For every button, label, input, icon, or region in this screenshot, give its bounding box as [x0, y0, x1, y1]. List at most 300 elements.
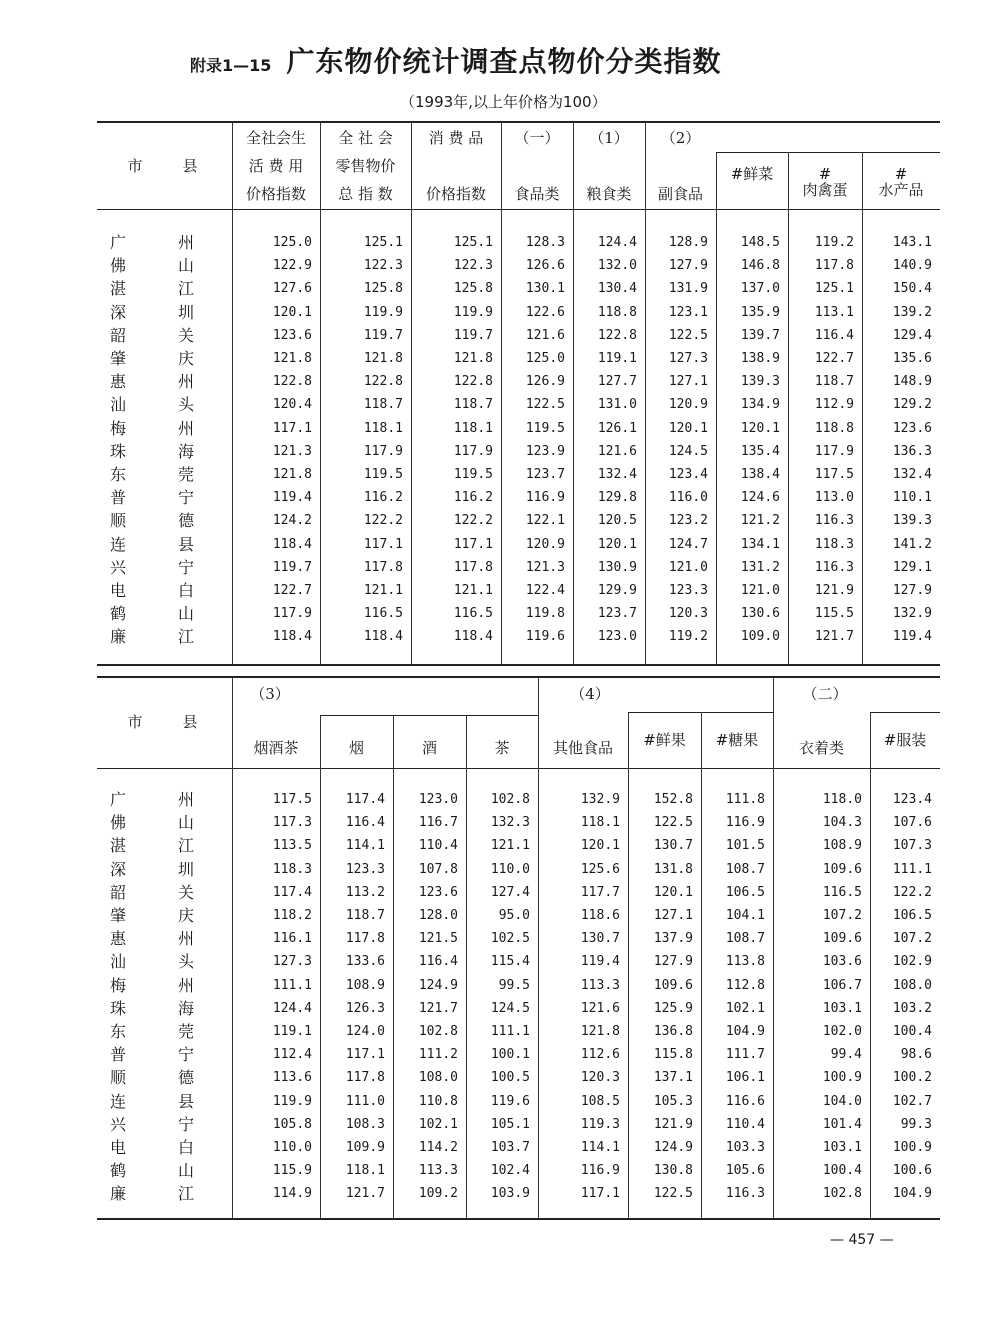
table1-header-col5-line1: （1） [589, 129, 629, 147]
table2-cell: 121.9 [653, 1116, 693, 1132]
table1-header-col2-line2: 零售物价 [335, 157, 396, 175]
table2-cell: 107.6 [892, 815, 932, 831]
table1-cell: 110.1 [892, 490, 932, 506]
table1-cell: 127.6 [272, 281, 312, 297]
table1-cell: 121.8 [272, 467, 312, 482]
table1-cell: 124.6 [740, 490, 780, 506]
table2-row-label [100, 950, 200, 974]
county-char: 山 [178, 813, 195, 833]
table2-cell: 116.9 [580, 1163, 620, 1179]
table2-cell: 123.4 [892, 792, 932, 807]
county-char: 白 [178, 1138, 195, 1157]
city-char: 廉 [110, 627, 127, 647]
table1-cell: 119.4 [892, 629, 932, 645]
table1-cell: 116.2 [453, 490, 493, 506]
table2-column-rule [320, 715, 321, 1218]
table2-cell: 125.6 [580, 861, 620, 877]
table2-row-label [100, 811, 200, 835]
table1-cell: 118.4 [272, 536, 312, 552]
table1-cell: 120.4 [272, 397, 312, 413]
table1-cell: 125.8 [363, 281, 403, 297]
table1-cell: 120.9 [525, 536, 565, 552]
table2-cell: 102.8 [822, 1186, 862, 1202]
table2-cell: 113.8 [725, 954, 765, 970]
table1-cell: 119.5 [525, 420, 565, 436]
table1-header-col1-line1: 全社会生 [245, 129, 306, 147]
table1-cell: 118.7 [453, 397, 493, 413]
table1-cell: 122.1 [525, 513, 565, 529]
table1-header-col9-line2: # [894, 165, 908, 183]
table1-cell: 125.1 [363, 235, 403, 250]
table1-row-label [100, 370, 200, 394]
county-char: 莞 [178, 465, 195, 484]
table2-cell: 99.3 [900, 1116, 932, 1132]
table1-cell: 138.9 [740, 351, 780, 366]
table2-cell: 120.1 [653, 884, 693, 900]
table2-cell: 114.9 [272, 1186, 312, 1202]
table2-cell: 123.6 [418, 884, 458, 900]
table1-cell: 113.0 [814, 490, 854, 506]
city-char: 肇 [110, 906, 127, 925]
table2-row-label [100, 1159, 200, 1183]
table1-cell: 148.5 [740, 235, 780, 250]
table2-cell: 100.1 [490, 1047, 530, 1063]
table1-header-col2-line1: 全 社 会 [338, 129, 393, 147]
city-char: 兴 [110, 1114, 127, 1134]
table1-cell: 117.5 [814, 467, 854, 482]
table2-cell: 118.0 [822, 792, 862, 807]
table2-cell: 108.7 [725, 861, 765, 877]
county-char: 江 [178, 1184, 195, 1204]
table1-cell: 123.6 [272, 327, 312, 343]
table2-header-col6: #鲜果 [643, 731, 686, 749]
city-char: 电 [110, 1138, 127, 1157]
table1-cell: 121.6 [525, 327, 565, 343]
city-char: 广 [110, 790, 127, 809]
table2-header-col4: 茶 [494, 739, 510, 757]
table2-column-rule [466, 715, 467, 1218]
table2-cell: 116.3 [725, 1186, 765, 1202]
county-char: 山 [178, 1161, 195, 1181]
table2-cell: 113.3 [580, 977, 620, 993]
table1-cell: 119.7 [272, 559, 312, 575]
table2-cell: 107.2 [892, 931, 932, 947]
table2-cell: 103.2 [892, 1000, 932, 1016]
table1-cell: 127.9 [668, 258, 708, 274]
table1-top-rule [97, 121, 940, 123]
table2-cell: 110.8 [418, 1093, 458, 1109]
table2-cell: 115.9 [272, 1163, 312, 1179]
table1-cell: 122.4 [525, 583, 565, 598]
table2-row-label [100, 1182, 200, 1206]
table2-group-header-2: （4） [570, 685, 610, 703]
city-char: 东 [110, 465, 127, 484]
table1-cell: 129.8 [597, 490, 637, 506]
table1-cell: 132.0 [597, 258, 637, 274]
table2-cell: 108.9 [822, 838, 862, 854]
table2-cell: 100.9 [892, 1140, 932, 1155]
table2-cell: 110.0 [272, 1140, 312, 1155]
table2-cell: 128.0 [418, 908, 458, 923]
table1-cell: 119.6 [525, 629, 565, 645]
table2-cell: 117.1 [580, 1186, 620, 1202]
table2-cell: 103.6 [822, 954, 862, 970]
table2-row-label [100, 1113, 200, 1137]
table2-header-col5: 其他食品 [552, 739, 613, 757]
table2-cell: 103.9 [490, 1186, 530, 1202]
city-char: 湛 [110, 279, 127, 299]
table2-cell: 108.7 [725, 931, 765, 947]
table1-column-rule [501, 123, 502, 664]
table1-cell: 134.9 [740, 397, 780, 413]
table2-cell: 111.8 [725, 792, 765, 807]
table1-cell: 121.8 [272, 351, 312, 366]
table1-cell: 128.9 [668, 235, 708, 250]
county-char: 江 [178, 627, 195, 647]
table1-subgroup-rule [716, 152, 940, 153]
table1-cell: 116.3 [814, 513, 854, 529]
table2-cell: 107.3 [892, 838, 932, 854]
table2-cell: 118.7 [345, 908, 385, 923]
table1-cell: 138.4 [740, 467, 780, 482]
table2-cell: 119.9 [272, 1093, 312, 1109]
table2-cell: 99.4 [830, 1047, 862, 1063]
table1-cell: 119.2 [668, 629, 708, 645]
table2-cell: 105.6 [725, 1163, 765, 1179]
table1-cell: 120.1 [668, 420, 708, 436]
table1-cell: 120.9 [668, 397, 708, 413]
table1-cell: 121.1 [453, 583, 493, 598]
table1-cell: 134.1 [740, 536, 780, 552]
table1-row-label [100, 254, 200, 278]
table2-row-label [100, 834, 200, 858]
table1-row-label [100, 556, 200, 580]
table1-row-label [100, 393, 200, 417]
table2-cell: 107.2 [822, 908, 862, 923]
table2-cell: 117.7 [580, 884, 620, 900]
city-char: 兴 [110, 557, 127, 577]
table1-cell: 109.0 [740, 629, 780, 645]
table2-cell: 113.5 [272, 838, 312, 854]
table2-column-rule [393, 715, 394, 1218]
table1-cell: 117.9 [363, 443, 403, 459]
table2-cell: 133.6 [345, 954, 385, 970]
table2-cell: 105.1 [490, 1116, 530, 1132]
table2-row-label [100, 1090, 200, 1114]
table2-cell: 132.9 [580, 792, 620, 807]
table2-group3-rule [320, 715, 538, 716]
table2-header-col8: 衣着类 [798, 739, 844, 757]
table2-row-label [100, 788, 200, 812]
table1-header-col1-line2: 活 费 用 [248, 157, 304, 175]
table1-cell: 118.3 [814, 536, 854, 552]
city-char: 顺 [110, 1068, 127, 1088]
table1-cell: 127.7 [597, 374, 637, 390]
table2-cell: 102.4 [490, 1163, 530, 1179]
table1-cell: 122.9 [272, 258, 312, 274]
table1-cell: 123.6 [892, 420, 932, 436]
table2-row-label [100, 997, 200, 1021]
table2-cell: 114.1 [345, 838, 385, 854]
table1-cell: 118.1 [453, 420, 493, 436]
table2-cell: 127.9 [653, 954, 693, 970]
title-text: 广东物价统计调查点物价分类指数 [286, 45, 722, 78]
table1-header-rule [97, 209, 940, 210]
table1-cell: 125.8 [453, 281, 493, 297]
table1-cell: 124.7 [668, 536, 708, 552]
table2-cell: 102.9 [892, 954, 932, 970]
table1-cell: 119.5 [453, 467, 493, 482]
table2-cell: 124.9 [418, 977, 458, 993]
county-char: 宁 [178, 1114, 195, 1134]
table2-row-label [100, 927, 200, 951]
table2-cell: 112.8 [725, 977, 765, 993]
table1-cell: 120.1 [272, 304, 312, 320]
table1-cell: 132.4 [892, 467, 932, 482]
table2-row-label [100, 1020, 200, 1044]
table2-cell: 102.8 [490, 792, 530, 807]
table2-column-rule [538, 678, 539, 1218]
table1-cell: 117.1 [363, 536, 403, 552]
table2-cell: 100.4 [822, 1163, 862, 1179]
table1-cell: 129.1 [892, 559, 932, 575]
table1-row-label [100, 579, 200, 603]
city-char: 鹤 [110, 604, 127, 624]
table1-cell: 126.9 [525, 374, 565, 390]
table1-cell: 121.2 [740, 513, 780, 529]
county-char: 州 [178, 975, 195, 995]
table2-row-label [100, 858, 200, 882]
table1-header-col8-line3: 肉禽蛋 [802, 181, 848, 199]
table2-row-label [100, 881, 200, 905]
table2-cell: 102.8 [418, 1024, 458, 1039]
table2-row-label [100, 974, 200, 998]
table2-cell: 101.4 [822, 1116, 862, 1132]
table2-cell: 121.5 [418, 931, 458, 947]
table1-cell: 136.3 [892, 443, 932, 459]
county-char: 州 [178, 418, 195, 438]
table2-cell: 132.3 [490, 815, 530, 831]
table1-cell: 119.8 [525, 606, 565, 622]
table1-cell: 131.2 [740, 559, 780, 575]
city-char: 佛 [110, 813, 127, 833]
table1-cell: 121.3 [272, 443, 312, 459]
table1-cell: 117.8 [363, 559, 403, 575]
table1-cell: 137.0 [740, 281, 780, 297]
city-char: 珠 [110, 998, 127, 1018]
table1-row-label [100, 324, 200, 348]
county-char: 圳 [178, 859, 195, 879]
table1-cell: 124.2 [272, 513, 312, 529]
table1-cell: 118.7 [363, 397, 403, 413]
table1-cell: 135.9 [740, 304, 780, 320]
table1-column-rule [232, 123, 233, 664]
table2-cell: 124.0 [345, 1024, 385, 1039]
city-char: 深 [110, 302, 127, 322]
table1-cell: 117.1 [272, 420, 312, 436]
county-char: 县 [178, 1091, 195, 1111]
table2-cell: 102.1 [725, 1000, 765, 1016]
table1-cell: 121.1 [363, 583, 403, 598]
table2-cell: 117.4 [272, 884, 312, 900]
table2-cell: 137.9 [653, 931, 693, 947]
table1-cell: 124.4 [597, 235, 637, 250]
table1-cell: 123.9 [525, 443, 565, 459]
table2-header-col9: #服装 [883, 731, 927, 749]
table2-cell: 122.2 [892, 884, 932, 900]
table1-cell: 135.6 [892, 351, 932, 366]
table2-cell: 115.8 [653, 1047, 693, 1063]
table1-cell: 129.4 [892, 327, 932, 343]
table2-cell: 113.3 [418, 1163, 458, 1179]
table2-cell: 116.5 [822, 884, 862, 900]
city-char: 普 [110, 488, 127, 508]
table2-cell: 107.8 [418, 861, 458, 877]
county-char: 关 [178, 882, 195, 902]
city-char: 普 [110, 1045, 127, 1065]
table2-stub-header-county: 县 [182, 713, 198, 731]
table2-cell: 117.5 [272, 792, 312, 807]
table2-cell: 152.8 [653, 792, 693, 807]
county-char: 江 [178, 836, 195, 856]
table2-column-rule [701, 712, 702, 1218]
table2-group-header-1: （3） [250, 685, 290, 703]
table2-cell: 111.1 [490, 1024, 530, 1039]
table2-cell: 110.4 [725, 1116, 765, 1132]
table2-cell: 119.1 [272, 1024, 312, 1039]
table1-cell: 117.8 [814, 258, 854, 274]
city-char: 韶 [110, 882, 127, 902]
table1-cell: 126.6 [525, 258, 565, 274]
table1-cell: 130.6 [740, 606, 780, 622]
table1-cell: 128.3 [525, 235, 565, 250]
table2-cell: 109.6 [653, 977, 693, 993]
table1-cell: 119.9 [453, 304, 493, 320]
table2-cell: 100.6 [892, 1163, 932, 1179]
table1-column-rule [573, 123, 574, 664]
table2-header-col3: 酒 [421, 739, 437, 757]
table2-cell: 102.0 [822, 1024, 862, 1039]
county-char: 山 [178, 604, 195, 624]
table2-cell: 123.3 [345, 861, 385, 877]
table2-cell: 112.6 [580, 1047, 620, 1063]
table1-header-col3-line1: 消 费 品 [428, 129, 484, 147]
table2-cell: 104.9 [892, 1186, 932, 1202]
table2-row-label [100, 1066, 200, 1090]
table1-row-label [100, 602, 200, 626]
table1-cell: 148.9 [892, 374, 932, 390]
table1-cell: 127.1 [668, 374, 708, 390]
city-char: 梅 [110, 975, 127, 995]
table2-cell: 117.4 [345, 792, 385, 807]
table1-cell: 120.3 [668, 606, 708, 622]
table2-cell: 101.5 [725, 838, 765, 854]
city-char: 连 [110, 1091, 127, 1111]
table1-cell: 125.1 [814, 281, 854, 297]
table1-row-label [100, 463, 200, 487]
table1-cell: 119.1 [597, 351, 637, 366]
table1-cell: 131.9 [668, 281, 708, 297]
table2-cell: 121.7 [418, 1000, 458, 1016]
table1-row-label [100, 533, 200, 557]
table2-cell: 121.6 [580, 1000, 620, 1016]
city-char: 汕 [110, 395, 127, 415]
table1-cell: 116.2 [363, 490, 403, 506]
table2-cell: 105.8 [272, 1116, 312, 1132]
table2-cell: 103.1 [822, 1000, 862, 1016]
city-char: 廉 [110, 1184, 127, 1204]
table1-cell: 122.5 [525, 397, 565, 413]
table2-cell: 117.8 [345, 931, 385, 947]
table2-cell: 120.1 [580, 838, 620, 854]
table1-cell: 123.3 [668, 583, 708, 598]
county-char: 宁 [178, 557, 195, 577]
table2-cell: 104.9 [725, 1024, 765, 1039]
city-char: 顺 [110, 511, 127, 531]
table1-cell: 123.1 [668, 304, 708, 320]
table2-cell: 116.4 [345, 815, 385, 831]
table2-row-label [100, 1043, 200, 1067]
city-char: 深 [110, 859, 127, 879]
table1-cell: 150.4 [892, 281, 932, 297]
city-char: 连 [110, 534, 127, 554]
table2-cell: 130.8 [653, 1163, 693, 1179]
county-char: 海 [178, 441, 195, 461]
table1-cell: 127.9 [892, 583, 932, 598]
table2-cell: 118.3 [272, 861, 312, 877]
table1-cell: 139.3 [892, 513, 932, 529]
table1-bottom-rule [97, 664, 940, 666]
county-char: 山 [178, 256, 195, 276]
table1-row-label [100, 486, 200, 510]
table2-cell: 108.0 [892, 977, 932, 993]
city-char: 梅 [110, 418, 127, 438]
table1-row-label [100, 277, 200, 301]
county-char: 头 [178, 395, 195, 415]
table1-header-col4-line3: 食品类 [514, 185, 560, 203]
table2-cell: 106.1 [725, 1070, 765, 1086]
table2-cell: 106.5 [892, 908, 932, 923]
table1-cell: 119.7 [453, 327, 493, 343]
table1-row-label [100, 509, 200, 533]
table1-cell: 118.8 [814, 420, 854, 436]
table1-cell: 125.1 [453, 235, 493, 250]
table2-cell: 117.8 [345, 1070, 385, 1086]
table2-cell: 104.3 [822, 815, 862, 831]
table1-cell: 116.0 [668, 490, 708, 506]
table2-cell: 104.1 [725, 908, 765, 923]
table1-cell: 117.9 [453, 443, 493, 459]
table2-cell: 100.4 [892, 1024, 932, 1039]
table2-cell: 116.9 [725, 815, 765, 831]
table2-cell: 102.5 [490, 931, 530, 947]
table2-column-rule [628, 712, 629, 1218]
table1-cell: 117.9 [814, 443, 854, 459]
city-char: 韶 [110, 325, 127, 345]
table2-cell: 100.9 [822, 1070, 862, 1086]
table2-cell: 113.2 [345, 884, 385, 900]
table2-row-label [100, 904, 200, 928]
table1-cell: 122.2 [363, 513, 403, 529]
table2-cell: 120.3 [580, 1070, 620, 1086]
table1-column-rule [788, 152, 789, 664]
county-char: 关 [178, 325, 195, 345]
table2-cell: 102.1 [418, 1116, 458, 1132]
county-char: 宁 [178, 488, 195, 508]
table1-cell: 125.0 [272, 235, 312, 250]
table1-row-label [100, 625, 200, 649]
table1-cell: 127.3 [668, 351, 708, 366]
